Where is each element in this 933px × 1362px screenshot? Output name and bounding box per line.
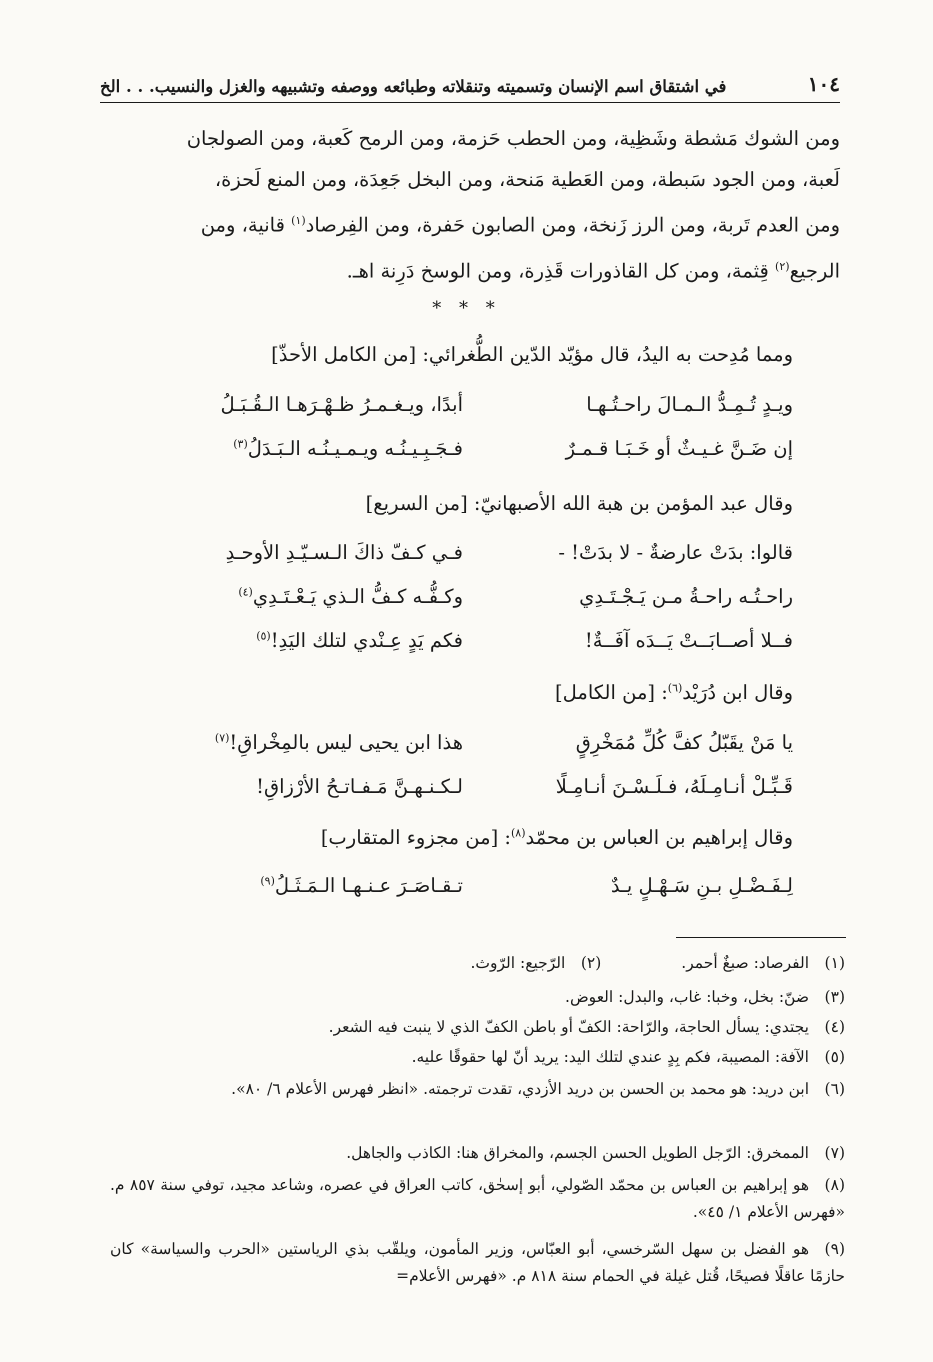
paragraph-line: الرجيع$^{(٢)}$ قِثمة، ومن كل القاذورات قَذِرة، ومن الوسخ دَرِنة اهـ. <box>346 259 840 282</box>
section-separator: * * * <box>432 298 501 319</box>
verse-first-hemistich: راحـتُـه راحـةُ مـن يَـجْـتَـدِي <box>579 585 793 608</box>
verse-first-hemistich: لِـفَـضْـلِ بـنِ سَـهْـلٍ يـدٌ <box>610 874 793 897</box>
footnote-ref: (٤) <box>238 585 253 599</box>
poem-intro: وقال إبراهيم بن العباس بن محمّد$^{(٨)}$: [من مجزوء المتقارب] <box>320 826 793 849</box>
verse-first-hemistich: قالوا: بدَتْ عارضةٌ - لا بدَتْ! - <box>558 541 793 564</box>
verse-second-hemistich: تـقـاصَـرَ عـنـهـا الـمَـثَـلُ$^{(٩)}$ <box>260 874 463 897</box>
footnote: (٤)يجتدي: يسأل الحاجة، والرّاحة: الكفّ أو باطن الكفّ الذي لا ينبت فيه الشعر. <box>328 1018 845 1036</box>
verse-second-hemistich: فكم يَدٍ عِـنْدي لتلك اليَدِ!$^{(٥)}$ <box>256 629 463 652</box>
footnote-ref: (١) <box>291 214 306 227</box>
footnote-ref: (٣) <box>233 437 248 451</box>
verse-second-hemistich: أبدًا، ويـغـمـرُ ظـهْـرَهـا الـقُـبَـلُ <box>220 393 463 416</box>
footnote: (٣)ضنّ: بخل، وخبا: غاب، والبدل: العوض. <box>565 988 845 1006</box>
footnote: (٧)الممخرق: الرّجل الطويل الحسن الجسم، والمخراق هنا: الكاذب والجاهل. <box>346 1144 845 1162</box>
footnote-ref: (٨) <box>510 826 526 840</box>
running-title: في اشتقاق اسم الإنسان وتسميته وتنقلاته وطبائعه ووصفه وتشبيهه والغزل والنسيب. . . الخ <box>100 77 727 96</box>
verse-first-hemistich: ويـدٍ تُـمِـدُّ الـمـالَ راحـتُـهـا <box>586 393 793 416</box>
page-number: ١٠٤ <box>807 72 840 96</box>
paragraph-line: ومن الشوك مَشطة وشَظِية، ومن الحطب حَزمة، ومن الرمح كَعبة، ومن الصولجان <box>186 127 840 150</box>
body-paragraph <box>108 118 840 291</box>
verse-second-hemistich: فـي كـفّ ذاكَ الـسـيّـدِ الأوحـدِ <box>225 541 463 564</box>
footnote-ref: (٢) <box>775 259 790 273</box>
footnote: (٥)الآفة: المصيبة، فكم بِدٍ عندي لتلك اليد: يريد أنّ لها حقوقًا عليه. <box>411 1048 845 1066</box>
footnote: (٩)هو الفضل بن سهل السّرخسي، أبو العبّاس، وزير المأمون، ويلقّب بذي الرياستين «الحرب والسياسة» كان حازمًا عاقلًا فصيحًا، قُتل غيلة في الحمام سنة ٨١٨ م. «فهرس الأعلام= <box>110 1240 845 1285</box>
verse-second-hemistich: هذا ابن يحيى ليس بالمِخْراقِ!$^{(٧)}$ <box>214 731 463 754</box>
poem-intro: وقال عبد المؤمن بن هبة الله الأصبهانيّ: [من السريع] <box>365 492 793 515</box>
footnote: (١)الفرصاد: صبغٌ أحمر. <box>681 954 845 972</box>
footnote-ref: (٧) <box>214 731 230 745</box>
verse-first-hemistich: إن ضَـنَّ غـيـثٌ أو خَـبَـا قـمـرٌ <box>565 437 793 460</box>
footnote-row-1-2 <box>110 950 845 977</box>
verse-first-hemistich: يا مَنْ يقَبّلُ كفَّ كُلِّ مُمَخْرِقٍ <box>575 731 793 754</box>
paragraph-line: ومن العدم تَربة، ومن الرز زَنخة، ومن الصابون حَفرة، ومن الفِرصاد$^{(١)}$ قانية، ومن <box>200 213 840 237</box>
footnote: (٦)ابن دريد: هو محمد بن الحسن بن دريد الأزدي، تقدت ترجمته. «انظر فهرس الأعلام ٦/ ٨٠». <box>231 1080 845 1098</box>
footnote: (٢)الرّجيع: الرّوث. <box>470 954 602 972</box>
footnote-ref: (٦) <box>667 681 683 695</box>
footnote: (٨)هو إبراهيم بن العباس بن محمّد الصّولي، أبو إسحٰق، كاتب العراق في عصره، وشاعد مجيد، توفي سنة ٨٥٧ م. «فهرس الأعلام ١/ ٤٥». <box>110 1176 845 1221</box>
footnote-ref: (٥) <box>256 629 271 643</box>
verse-second-hemistich: لـكـنـهـنَّ مَـفـاتـحُ الأرْزاقِ! <box>256 775 463 798</box>
paragraph-line: لَعبة، ومن الجود سَبطة، ومن العَطية مَنحة، ومن البخل جَعِدَة، ومن المنع لَحزة، <box>214 168 840 191</box>
verse-first-hemistich: قَـبِّـلْ أنـامِـلَهُ، فـلَـسْـنَ أنـامِـلًا <box>555 775 793 798</box>
footnote-divider <box>676 937 846 938</box>
verse-first-hemistich: فــلا أصــابَــتْ يَــدَه آفَــةٌ! <box>584 629 793 652</box>
footnote-ref: (٩) <box>260 874 275 888</box>
verse-second-hemistich: وكـفُّـه كـفُّ الـذي يَـعْـتَـدِي$^{(٤)}$ <box>238 585 463 608</box>
verse-second-hemistich: فـجَـبِـيـنُـه ويـمـيـنُـه الـبَـدَلُ$^{(٣)}$ <box>233 437 463 460</box>
poem-intro: ومما مُدِحت به اليدُ، قال مؤيّد الدّين الطُّغرائي: [من الكامل الأحذّ] <box>271 343 793 366</box>
running-header <box>100 62 840 103</box>
poem-intro: وقال ابن دُرَيْد$^{(٦)}$: [من الكامل] <box>555 681 793 704</box>
